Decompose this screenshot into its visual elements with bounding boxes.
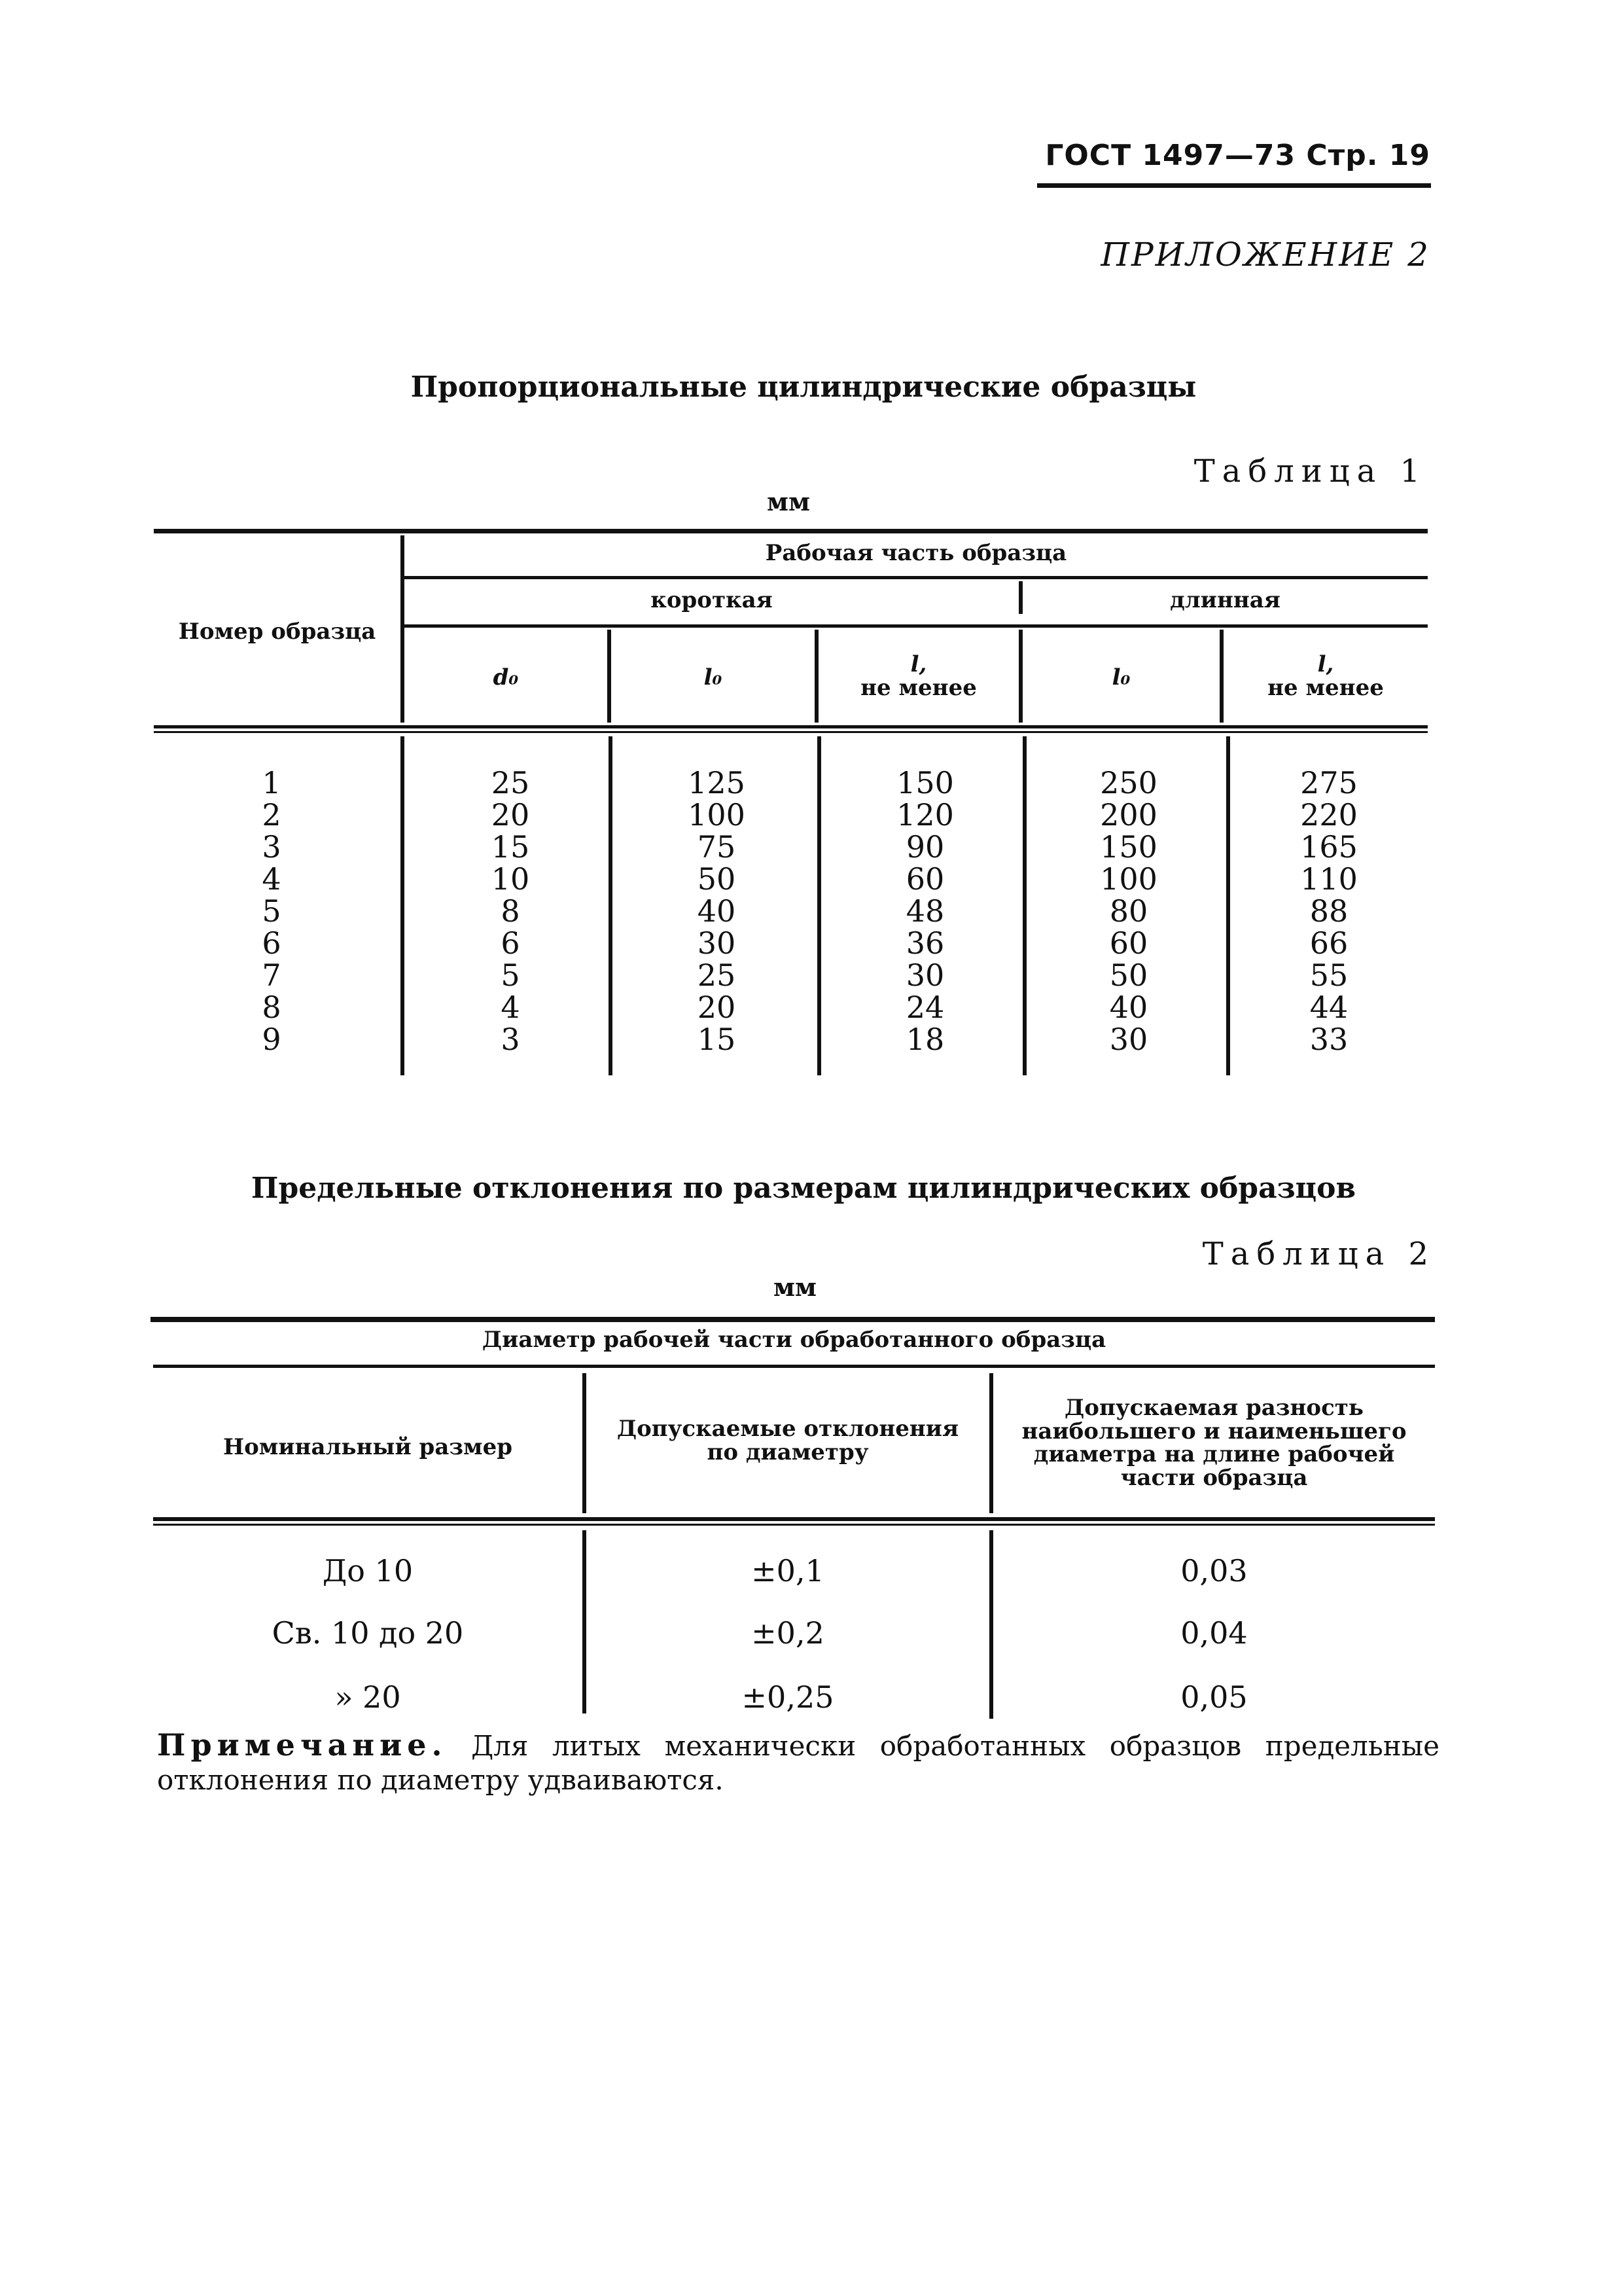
table2-header-rule-b: [153, 1524, 1435, 1526]
table-cell: 90: [906, 829, 945, 865]
column-l-short: [823, 767, 1027, 1056]
table-cell: 6: [262, 925, 281, 961]
table-cell: ±0,2: [751, 1615, 824, 1651]
header-line: части образца: [1120, 1465, 1308, 1492]
table1-rule-workpart: [402, 576, 1428, 579]
table2-title: Предельные отклонения по размерам цилиндрических образцов: [251, 1172, 1356, 1205]
table-cell: 50: [697, 861, 736, 897]
table-cell: 55: [1309, 958, 1349, 993]
table-cell: 4: [262, 861, 281, 897]
table-cell: 110: [1300, 861, 1358, 897]
table-cell: 2: [262, 797, 281, 833]
table1-caption: Таблица 1: [1193, 453, 1427, 490]
header-short: короткая: [650, 587, 773, 613]
table1-top-rule: [154, 529, 1428, 533]
table-cell: 8: [501, 893, 520, 929]
table-cell: 100: [1100, 861, 1157, 897]
table-cell: 200: [1100, 797, 1157, 833]
table-cell: 20: [697, 990, 736, 1025]
table-cell: 40: [697, 893, 736, 929]
table-cell: 100: [688, 797, 745, 833]
header-not-less: не менее: [860, 674, 977, 701]
header-diameter-group: Диаметр рабочей части обработанного образца: [482, 1327, 1106, 1353]
header-diameter-difference: [993, 1397, 1435, 1490]
table2-top-rule: [150, 1317, 1435, 1322]
table-cell: 36: [906, 925, 945, 961]
table1-title: Пропорциональные цилиндрические образцы: [410, 370, 1197, 404]
table2-units: мм: [773, 1272, 817, 1302]
table-cell: 4: [501, 990, 520, 1025]
header-l-short: [819, 653, 1019, 700]
table1-header-rule-a: [154, 725, 1428, 728]
table-cell: 80: [1109, 893, 1148, 929]
table1-vrule: [400, 736, 404, 1075]
table2-note: [157, 1728, 1439, 1797]
table-cell: 275: [1300, 765, 1358, 800]
table-cell: 7: [262, 958, 281, 993]
table2-caption: Таблица 2: [1202, 1236, 1436, 1272]
column-d0: [408, 767, 612, 1056]
column-l0-short: [615, 767, 818, 1056]
table1-units: мм: [766, 487, 811, 516]
table-cell: До 10: [322, 1553, 414, 1588]
table-cell: 165: [1300, 829, 1358, 865]
table1-header-rule-b: [154, 731, 1428, 733]
header-sample-number: Номер образца: [178, 619, 376, 645]
table-cell: 150: [1100, 829, 1157, 865]
table-cell: ±0,1: [751, 1553, 824, 1588]
header-line: наибольшего и наименьшего: [1021, 1418, 1407, 1444]
table-cell: 5: [501, 958, 520, 993]
table-cell: 88: [1309, 893, 1349, 929]
table-cell: 1: [262, 765, 281, 800]
note-text: Для литых механически обработанных образцов предельные отклонения по диаметру удваиваются.: [157, 1730, 1439, 1796]
header-working-part: Рабочая часть образца: [765, 540, 1067, 566]
appendix-label: ПРИЛОЖЕНИЕ 2: [1101, 236, 1430, 274]
table-cell: 50: [1109, 958, 1148, 993]
header-l0-long: l₀: [1112, 664, 1131, 691]
header-line: диаметра на длине рабочей: [1033, 1441, 1395, 1468]
table-cell: 40: [1109, 990, 1148, 1025]
table-cell: 120: [896, 797, 954, 833]
page-reference: ГОСТ 1497—73 Стр. 19: [1045, 139, 1430, 172]
table-cell: 5: [262, 893, 281, 929]
table2-header-rule-a: [153, 1517, 1435, 1521]
note-label: Примечание.: [157, 1727, 448, 1763]
header-l-symbol: l,: [1317, 651, 1334, 677]
column-l-long: [1230, 767, 1428, 1056]
header-d0: d₀: [493, 664, 519, 691]
table-cell: 48: [906, 893, 945, 929]
table-cell: 15: [697, 1022, 736, 1057]
table-cell: 150: [896, 765, 954, 800]
table-cell: 3: [501, 1022, 520, 1057]
table-cell: 33: [1309, 1022, 1349, 1057]
header-l-long: [1224, 653, 1428, 700]
table-cell: 125: [688, 765, 745, 800]
table-cell: 25: [697, 958, 736, 993]
table-cell: 30: [697, 925, 736, 961]
table-cell: 18: [906, 1022, 945, 1057]
header-tolerance: [586, 1418, 989, 1464]
table-cell: 66: [1309, 925, 1349, 961]
table-cell: 0,04: [1180, 1615, 1248, 1651]
table-cell: 60: [1109, 925, 1148, 961]
table-cell: 3: [262, 829, 281, 865]
header-line: Допускаемые отклонения: [616, 1416, 959, 1442]
table-cell: 44: [1309, 990, 1349, 1025]
header-l-symbol: l,: [910, 651, 927, 677]
table-cell: 220: [1300, 797, 1358, 833]
table-cell: 30: [906, 958, 945, 993]
table-cell: 0,05: [1180, 1679, 1248, 1715]
table-cell: » 20: [334, 1679, 401, 1715]
table-cell: 30: [1109, 1022, 1148, 1057]
table-cell: 75: [697, 829, 736, 865]
header-not-less: не менее: [1267, 674, 1384, 701]
table1-rule-subgroup: [404, 624, 1428, 628]
header-rule: [1037, 183, 1431, 188]
table2-group-rule: [153, 1365, 1435, 1368]
table-cell: 60: [906, 861, 945, 897]
header-l0-short: l₀: [703, 664, 722, 691]
table-cell: 15: [491, 829, 530, 865]
table-cell: Св. 10 до 20: [272, 1615, 464, 1651]
column-sample-number: [154, 767, 389, 1056]
header-nominal-size: Номинальный размер: [223, 1434, 512, 1460]
table-cell: ±0,25: [741, 1679, 834, 1715]
table-cell: 250: [1100, 765, 1157, 800]
table-cell: 6: [501, 925, 520, 961]
table-cell: 25: [491, 765, 530, 800]
header-line: по диаметру: [707, 1439, 869, 1465]
header-line: Допускаемая разность: [1065, 1395, 1364, 1421]
table-cell: 9: [262, 1022, 281, 1057]
table-cell: 24: [906, 990, 945, 1025]
header-long: длинная: [1170, 587, 1280, 613]
table-cell: 8: [262, 990, 281, 1025]
table-cell: 20: [491, 797, 530, 833]
table-cell: 0,03: [1180, 1553, 1248, 1588]
column-l0-long: [1027, 767, 1231, 1056]
table-cell: 10: [491, 861, 530, 897]
